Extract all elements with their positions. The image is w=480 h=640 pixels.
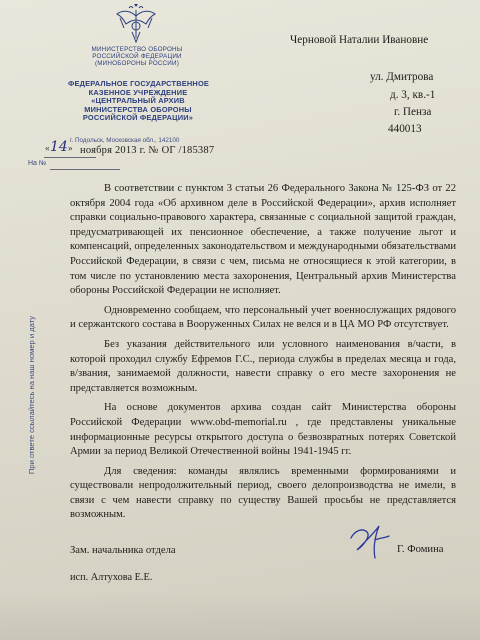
archive-line: ФЕДЕРАЛЬНОЕ ГОСУДАРСТВЕННОЕ <box>68 79 210 88</box>
letter-body <box>70 182 456 528</box>
archive-line: МИНИСТЕРСТВА ОБОРОНЫ <box>84 104 192 114</box>
date-and-number: ноября 2013 г. № ОГ /185387 <box>80 145 215 156</box>
sender-address: г. Подольск, Московская обл., 142100 <box>70 137 180 144</box>
archive-header <box>68 80 208 123</box>
body-paragraph: Без указания действительного или условного наименования в/части, в которой проходил службу Ефремов Г.С., периода службы в пределах месяца и года, в/звания, занимаемой должности, навести справку о его месте захоронения не представляется возможным. <box>70 338 456 394</box>
double-headed-eagle-icon <box>114 4 158 44</box>
signatory-title: Зам. начальника отдела <box>70 545 176 556</box>
signatory-name: Г. Фомина <box>397 544 444 555</box>
date-quote-open: « <box>45 143 50 153</box>
page-shadow <box>0 590 480 640</box>
recipient-street: ул. Дмитрова <box>370 71 434 83</box>
ministry-line: МИНИСТЕРСТВО ОБОРОНЫ <box>91 46 183 53</box>
ministry-header <box>72 46 202 68</box>
date-day: 14 <box>50 139 68 155</box>
ministry-line: (МИНОБОРОНЫ РОССИИ) <box>94 60 180 68</box>
body-paragraph: В соответствии с пунктом 3 статьи 26 Федерального Закона № 125-ФЗ от 22 октября 2004 года «Об архивном деле в Российской Федерации», архив исполняет справки социально-правового характера, связанные с социальной защитой граждан, предусматривающей их пенсионное обеспечение, а также получение льгот и компенсаций, определенных законодательством и международными обязательствами Российской Федерации, в связи с чем, письма не относящиеся к этой категории, в том числе по установлению места захоронения, Центральный архив Министерства обороны Российской Федерации не исполняет. <box>70 183 456 297</box>
date-quote-close: » <box>68 143 73 153</box>
recipient-city: г. Пенза <box>394 106 432 118</box>
archive-line: «ЦЕНТРАЛЬНЫЙ АРХИВ <box>91 96 185 106</box>
reference-underline <box>50 169 120 170</box>
recipient-house: д. 3, кв.-1 <box>390 89 436 101</box>
recipient-name: Черновой Наталии Ивановне <box>290 34 429 46</box>
reference-line <box>28 160 288 172</box>
ministry-line: РОССИЙСКОЙ ФЕДЕРАЦИИ <box>92 53 182 61</box>
body-paragraph: Одновременно сообщаем, что персональный учет военнослужащих рядового и сержантского состава в Вооруженных Силах не велся и в ЦА МО РФ отсутствует. <box>70 304 456 331</box>
recipient-zip: 440013 <box>388 123 422 135</box>
archive-line: РОССИЙСКОЙ ФЕДЕРАЦИИ» <box>82 113 194 123</box>
archive-line: КАЗЕННОЕ УЧРЕЖДЕНИЕ <box>88 87 188 97</box>
reference-prefix: На № <box>28 160 47 167</box>
date-underline <box>44 157 96 158</box>
reference-side-note: При ответе ссылайтесь на наш номер и дату <box>27 315 36 475</box>
handwritten-signature-icon <box>345 520 393 562</box>
executor-name: исп. Алтухова Е.Е. <box>70 572 153 583</box>
body-paragraph: Для сведения: команды являлись временными формированиями и существовали непродолжительный период, своего делопроизводства не имели, в связи с чем навести справку по существу Вашей просьбы не представляется возможным. <box>70 465 456 521</box>
body-paragraph: На основе документов архива создан сайт Министерства обороны Российской Федерации www.obd-memorial.ru , где представлены уникальные информационные ресурсы открытого доступа о безвозвратных потерях Советской Армии за период Великой Отечественной войны 1941-1945 гг. <box>70 402 456 458</box>
